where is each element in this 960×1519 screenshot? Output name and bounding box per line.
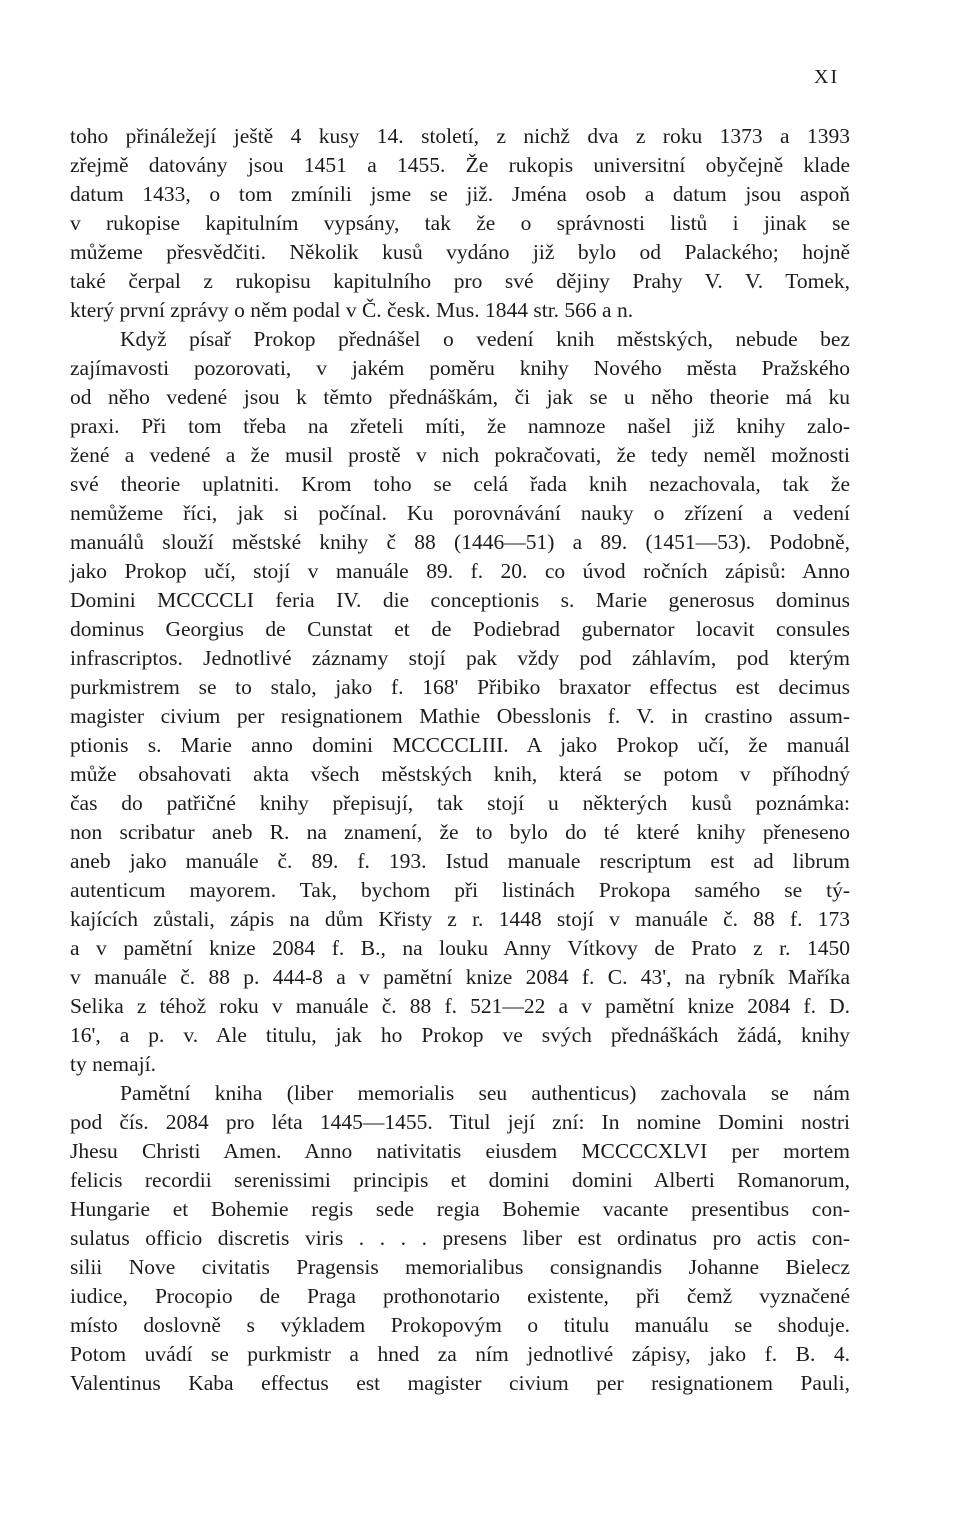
text-line: dominus Georgius de Cunstat et de Podiebrad gubernator locavit consules: [70, 617, 850, 641]
text-line: Jhesu Christi Amen. Anno nativitatis eiusdem MCCCCXLVI per mortem: [70, 1139, 850, 1163]
text-line: může obsahovati akta všech městských knih, která se potom v příhodný: [70, 762, 850, 786]
text-line: datum 1433, o tom zmínili jsme se již. Jména osob a datum jsou aspoň: [70, 182, 850, 206]
text-line: od něho vedené jsou k těmto přednáškám, či jak se u něho theorie má ku: [70, 385, 850, 409]
text-line: který první zprávy o něm podal v Č. česk. Mus. 1844 str. 566 a n.: [70, 298, 634, 322]
text-line: sulatus officio discretis viris . . . . presens liber est ordinatus pro actis con-: [70, 1226, 850, 1250]
text-line: purkmistrem se to stalo, jako f. 168' Přibiko braxator effectus est decimus: [70, 675, 850, 699]
text-line: manuálů slouží městské knihy č 88 (1446—51) a 89. (1451—53). Podobně,: [70, 530, 850, 554]
text-line: Valentinus Kaba effectus est magister civium per resignationem Pauli,: [70, 1371, 850, 1395]
text-line: nemůžeme říci, jak si počínal. Ku porovnávání nauky o zřízení a vedení: [70, 501, 850, 525]
text-line: jako Prokop učí, stojí v manuále 89. f. 20. co úvod ročních zápisů: Anno: [70, 559, 850, 583]
text-line: non scribatur aneb R. na znamení, že to bylo do té které knihy přeneseno: [70, 820, 850, 844]
text-line: toho přináležejí ještě 4 kusy 14. století, z nichž dva z roku 1373 a 1393: [70, 124, 850, 148]
text-line: kajících zůstali, zápis na dům Křisty z r. 1448 stojí v manuále č. 88 f. 173: [70, 907, 850, 931]
text-line: pod čís. 2084 pro léta 1445—1455. Titul její zní: In nomine Domini nostri: [70, 1110, 850, 1134]
text-line: zajímavosti pozorovati, v jakém poměru knihy Nového města Pražského: [70, 356, 850, 380]
text-line: zřejmě datovány jsou 1451 a 1455. Že rukopis universitní obyčejně klade: [70, 153, 850, 177]
text-line: Potom uvádí se purkmistr a hned za ním jednotlivé zápisy, jako f. B. 4.: [70, 1342, 850, 1366]
text-line: čas do patřičné knihy přepisují, tak stojí u některých kusů poznámka:: [70, 791, 850, 815]
text-line: a v pamětní knize 2084 f. B., na louku Anny Vítkovy de Prato z r. 1450: [70, 936, 850, 960]
text-line: silii Nove civitatis Pragensis memorialibus consignandis Johanne Bielecz: [70, 1255, 850, 1279]
text-line: iudice, Procopio de Praga prothonotario existente, při čemž vyznačené: [70, 1284, 850, 1308]
text-line: můžeme přesvědčiti. Několik kusů vydáno již bylo od Palackého; hojně: [70, 240, 850, 264]
body-text: [70, 122, 850, 1398]
text-line: své theorie uplatniti. Krom toho se celá řada knih nezachovala, tak že: [70, 472, 850, 496]
text-line: v manuále č. 88 p. 444-8 a v pamětní knize 2084 f. C. 43', na rybník Maříka: [70, 965, 850, 989]
text-line: praxi. Při tom třeba na zřeteli míti, že namnoze našel již knihy zalo-: [70, 414, 850, 438]
text-line: místo doslovně s výkladem Prokopovým o titulu manuálu se shoduje.: [70, 1313, 850, 1337]
text-line: Domini MCCCCLI feria IV. die conceptionis s. Marie generosus dominus: [70, 588, 850, 612]
text-line: magister civium per resignationem Mathie Obesslonis f. V. in crastino assum-: [70, 704, 850, 728]
text-line: ptionis s. Marie anno domini MCCCCLIII. A jako Prokop učí, že manuál: [70, 733, 850, 757]
page-number: XI: [814, 66, 840, 88]
text-line: infrascriptos. Jednotlivé záznamy stojí pak vždy pod záhlavím, pod kterým: [70, 646, 850, 670]
text-line: autenticum mayorem. Tak, bychom při listinách Prokopa samého se tý-: [70, 878, 850, 902]
text-line: také čerpal z rukopisu kapitulního pro své dějiny Prahy V. V. Tomek,: [70, 269, 850, 293]
paragraph: [70, 1079, 850, 1398]
text-line: felicis recordii serenissimi principis et domini domini Alberti Romanorum,: [70, 1168, 850, 1192]
text-line: aneb jako manuále č. 89. f. 193. Istud manuale rescriptum est ad librum: [70, 849, 850, 873]
text-line: Hungarie et Bohemie regis sede regia Bohemie vacante presentibus con-: [70, 1197, 850, 1221]
text-line: Selika z téhož roku v manuále č. 88 f. 521—22 a v pamětní knize 2084 f. D.: [70, 994, 850, 1018]
text-line: 16', a p. v. Ale titulu, jak ho Prokop ve svých přednáškách žádá, knihy: [70, 1023, 850, 1047]
paragraph: [70, 325, 850, 1079]
text-line: v rukopise kapitulním vypsány, tak že o správnosti listů i jinak se: [70, 211, 850, 235]
paragraph: [70, 122, 850, 325]
text-line: ty nemají.: [70, 1052, 156, 1076]
text-line: Pamětní kniha (liber memorialis seu authenticus) zachovala se nám: [120, 1081, 850, 1105]
text-line: Když písař Prokop přednášel o vedení knih městských, nebude bez: [120, 327, 850, 351]
text-line: žené a vedené a že musil prostě v nich pokračovati, že tedy neměl možnosti: [70, 443, 850, 467]
